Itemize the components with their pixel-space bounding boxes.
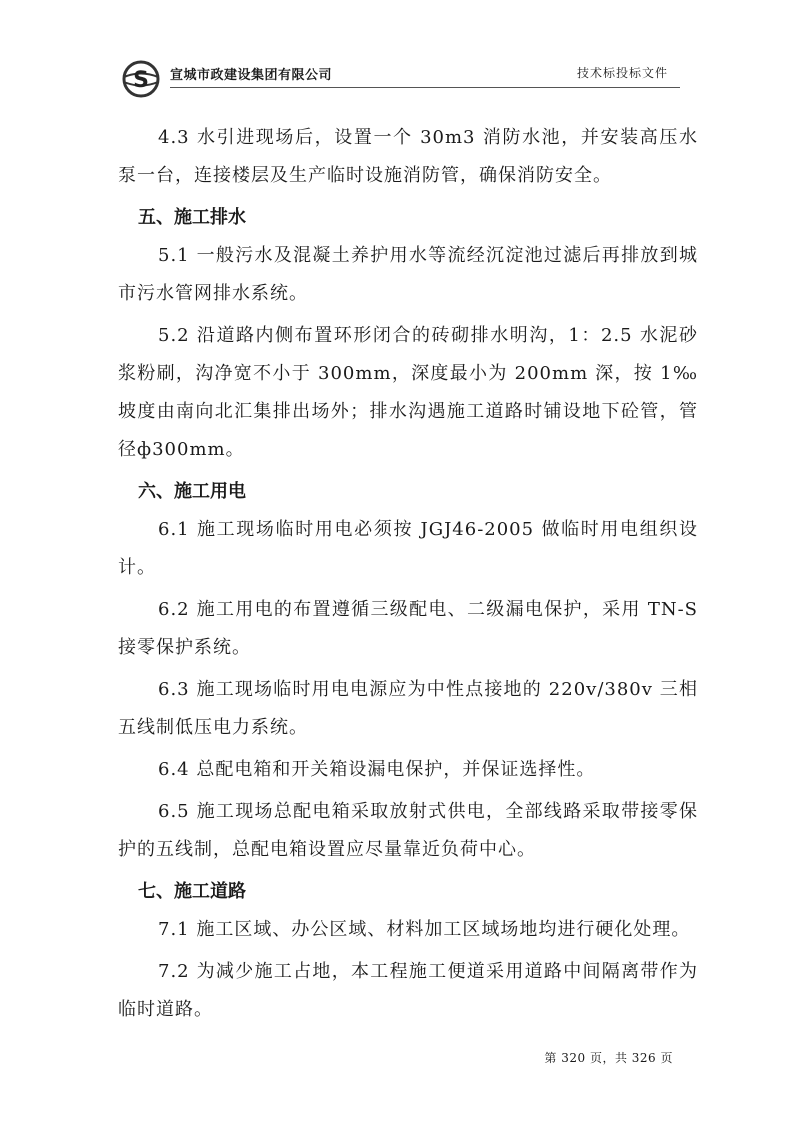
heading-roads: 七、施工道路 bbox=[138, 881, 246, 902]
page-number: 第 320 页，共 326 页 bbox=[544, 1051, 673, 1065]
document-type: 技术标投标文件 bbox=[576, 66, 668, 80]
paragraph-7-1: 7.1 施工区域、办公区域、材料加工区域场地均进行硬化处理。 bbox=[158, 919, 691, 940]
paragraph-5-1: 5.1 一般污水及混凝土养护用水等流经沉淀池过滤后再排放到城市污水管网排水系统。 bbox=[118, 245, 698, 304]
paragraph-6-5: 6.5 施工现场总配电箱采取放射式供电，全部线路采取带接零保护的五线制，总配电箱设置应尽量靠近负荷中心。 bbox=[118, 801, 698, 860]
header-divider bbox=[170, 87, 680, 88]
company-name: 宣城市政建设集团有限公司 bbox=[170, 68, 333, 83]
heading-electricity: 六、施工用电 bbox=[138, 481, 246, 502]
paragraph-6-2: 6.2 施工用电的布置遵循三级配电、二级漏电保护，采用 TN-S 接零保护系统。 bbox=[118, 599, 698, 658]
paragraph-6-1: 6.1 施工现场临时用电必须按 JGJ46-2005 做临时用电组织设计。 bbox=[118, 519, 698, 578]
paragraph-7-2: 7.2 为减少施工占地，本工程施工便道采用道路中间隔离带作为临时道路。 bbox=[118, 961, 698, 1020]
company-logo-icon bbox=[120, 58, 162, 100]
document-body bbox=[118, 119, 698, 1029]
paragraph-5-2: 5.2 沿道路内侧布置环形闭合的砖砌排水明沟，1：2.5 水泥砂浆粉刷，沟净宽不小于 300mm，深度最小为 200mm 深，按 1‰坡度由南向北汇集排出场外；排水沟遇施工道路时铺设地下砼管，管径ф300mm。 bbox=[118, 325, 698, 460]
paragraph-6-4: 6.4 总配电箱和开关箱设漏电保护，并保证选择性。 bbox=[158, 759, 596, 780]
paragraph-6-3: 6.3 施工现场临时用电电源应为中性点接地的 220v/380v 三相五线制低压电力系统。 bbox=[118, 679, 698, 738]
logo-letter: S bbox=[133, 68, 149, 93]
page-header bbox=[120, 58, 680, 102]
paragraph-4-3: 4.3 水引进现场后，设置一个 30m3 消防水池，并安装高压水泵一台，连接楼层及生产临时设施消防管，确保消防安全。 bbox=[118, 127, 698, 186]
heading-drainage: 五、施工排水 bbox=[138, 207, 246, 228]
